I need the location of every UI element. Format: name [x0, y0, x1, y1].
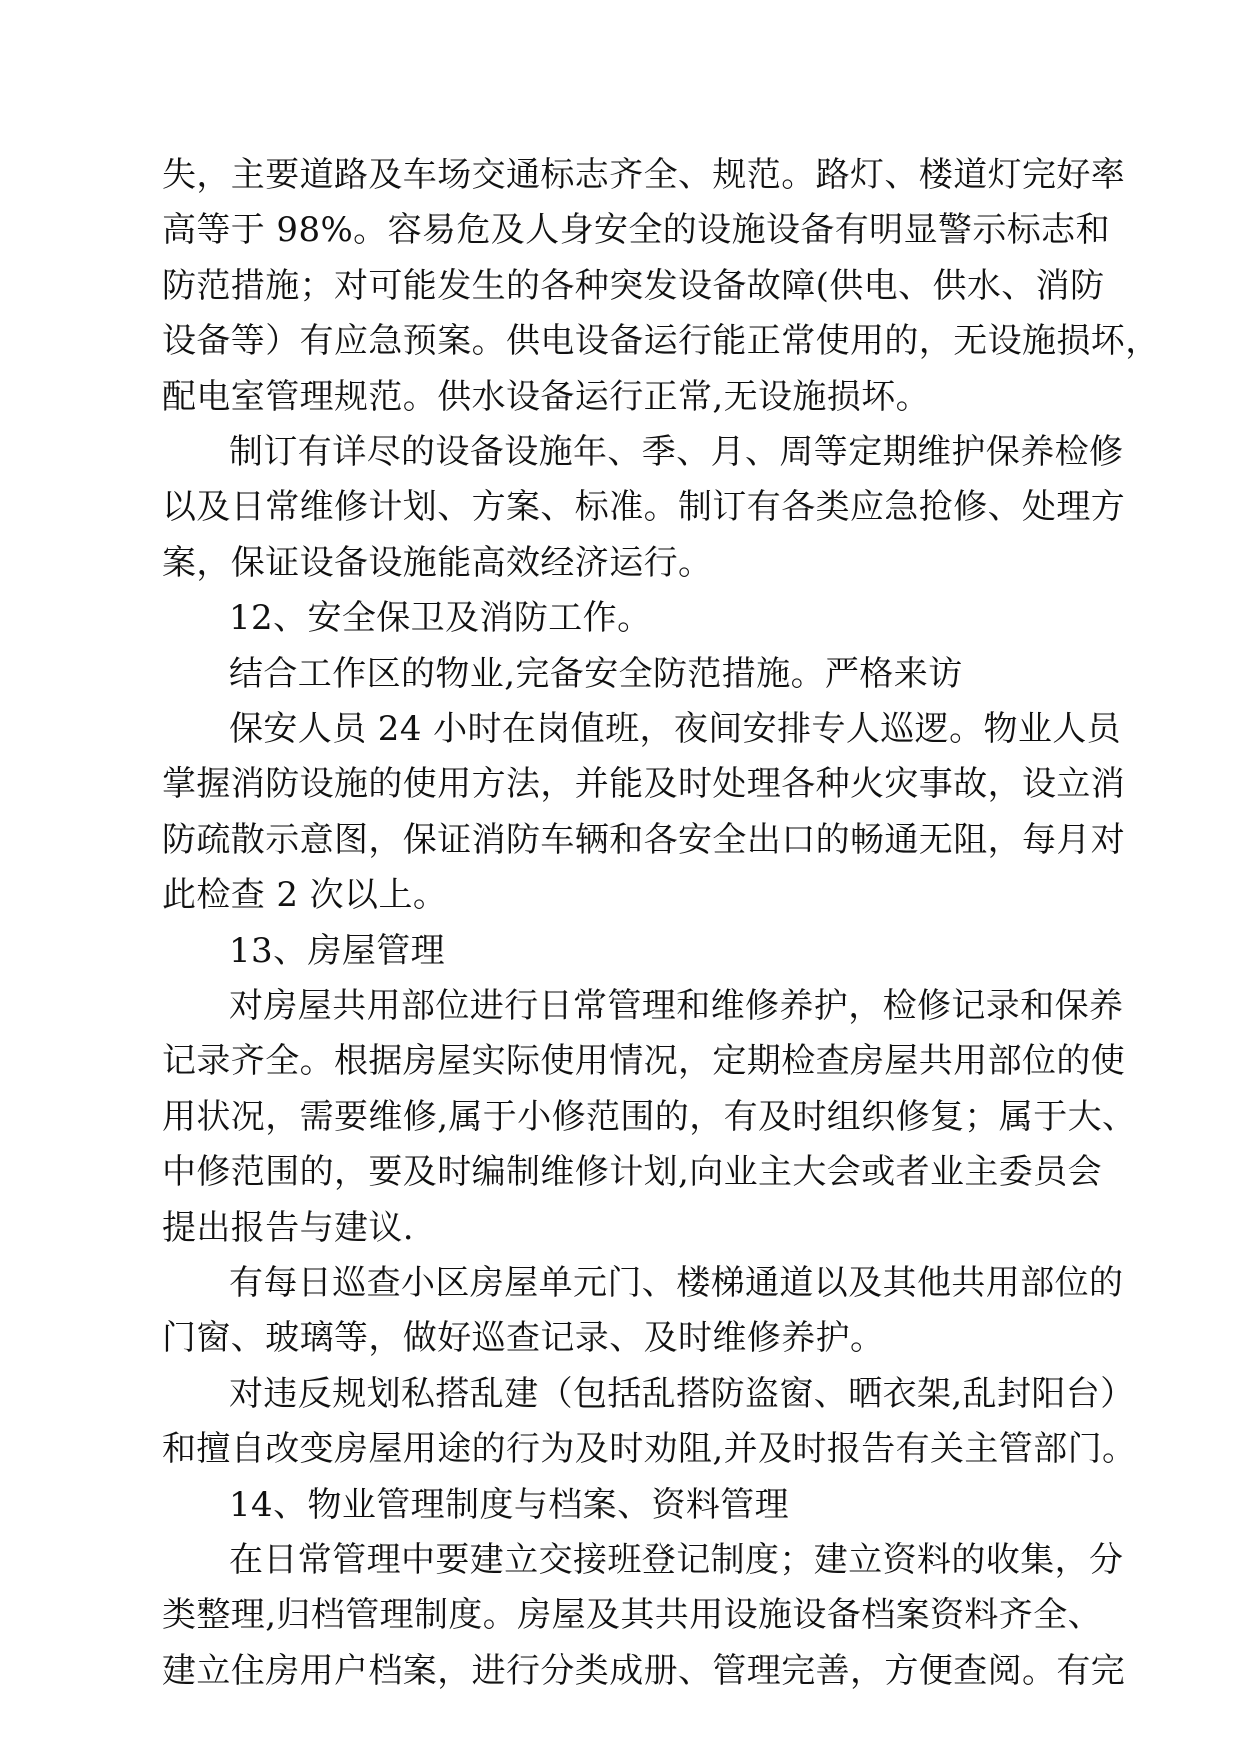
- text-line: 记录齐全。根据房屋实际使用情况，定期检查房屋共用部位的使: [162, 1041, 1126, 1081]
- text-line: 此检查 2 次以上。: [162, 875, 448, 915]
- text-line: 类整理,归档管理制度。房屋及其共用设施设备档案资料齐全、: [162, 1595, 1103, 1635]
- text-line: 防范措施；对可能发生的各种突发设备故障(供电、供水、消防: [162, 266, 1105, 306]
- text-line: 设备等）有应急预案。供电设备运行能正常使用的，无设施损坏，: [162, 321, 1160, 361]
- text-line: 中修范围的，要及时编制维修计划,向业主大会或者业主委员会: [162, 1152, 1103, 1192]
- text-line: 以及日常维修计划、方案、标准。制订有各类应急抢修、处理方: [162, 487, 1126, 527]
- paragraph-start-line: 制订有详尽的设备设施年、季、月、周等定期维护保养检修: [229, 432, 1124, 472]
- paragraph-start-line: 对违反规划私搭乱建（包括乱搭防盗窗、晒衣架,乱封阳台）: [229, 1374, 1135, 1414]
- section-heading-14: 14、物业管理制度与档案、资料管理: [229, 1485, 790, 1525]
- section-heading-12: 12、安全保卫及消防工作。: [229, 598, 652, 638]
- text-line: 提出报告与建议.: [162, 1208, 415, 1248]
- paragraph-start-line: 保安人员 24 小时在岗值班，夜间安排专人巡逻。物业人员: [229, 709, 1122, 749]
- text-line: 配电室管理规范。供水设备运行正常,无设施损坏。: [162, 377, 931, 417]
- text-line: 失，主要道路及车场交通标志齐全、规范。路灯、楼道灯完好率: [162, 155, 1126, 195]
- text-line: 用状况，需要维修,属于小修范围的，有及时组织修复；属于大、: [162, 1097, 1137, 1137]
- paragraph-start-line: 对房屋共用部位进行日常管理和维修养护，检修记录和保养: [229, 986, 1124, 1026]
- text-line: 建立住房用户档案，进行分类成册、管理完善，方便查阅。有完: [162, 1651, 1126, 1691]
- paragraph-start-line: 结合工作区的物业,完备安全防范措施。严格来访: [229, 654, 963, 694]
- text-line: 门窗、玻璃等，做好巡查记录、及时维修养护。: [162, 1318, 885, 1358]
- text-line: 高等于 98%。容易危及人身安全的设施设备有明显警示标志和: [162, 210, 1110, 250]
- paragraph-start-line: 在日常管理中要建立交接班登记制度；建立资料的收集，分: [229, 1540, 1124, 1580]
- text-line: 防疏散示意图，保证消防车辆和各安全出口的畅通无阻，每月对: [162, 820, 1126, 860]
- paragraph-start-line: 有每日巡查小区房屋单元门、楼梯通道以及其他共用部位的: [229, 1263, 1124, 1303]
- text-line: 掌握消防设施的使用方法，并能及时处理各种火灾事故，设立消: [162, 764, 1126, 804]
- text-line: 案，保证设备设施能高效经济运行。: [162, 543, 713, 583]
- section-heading-13: 13、房屋管理: [229, 931, 446, 971]
- text-line: 和擅自改变房屋用途的行为及时劝阻,并及时报告有关主管部门。: [162, 1429, 1137, 1469]
